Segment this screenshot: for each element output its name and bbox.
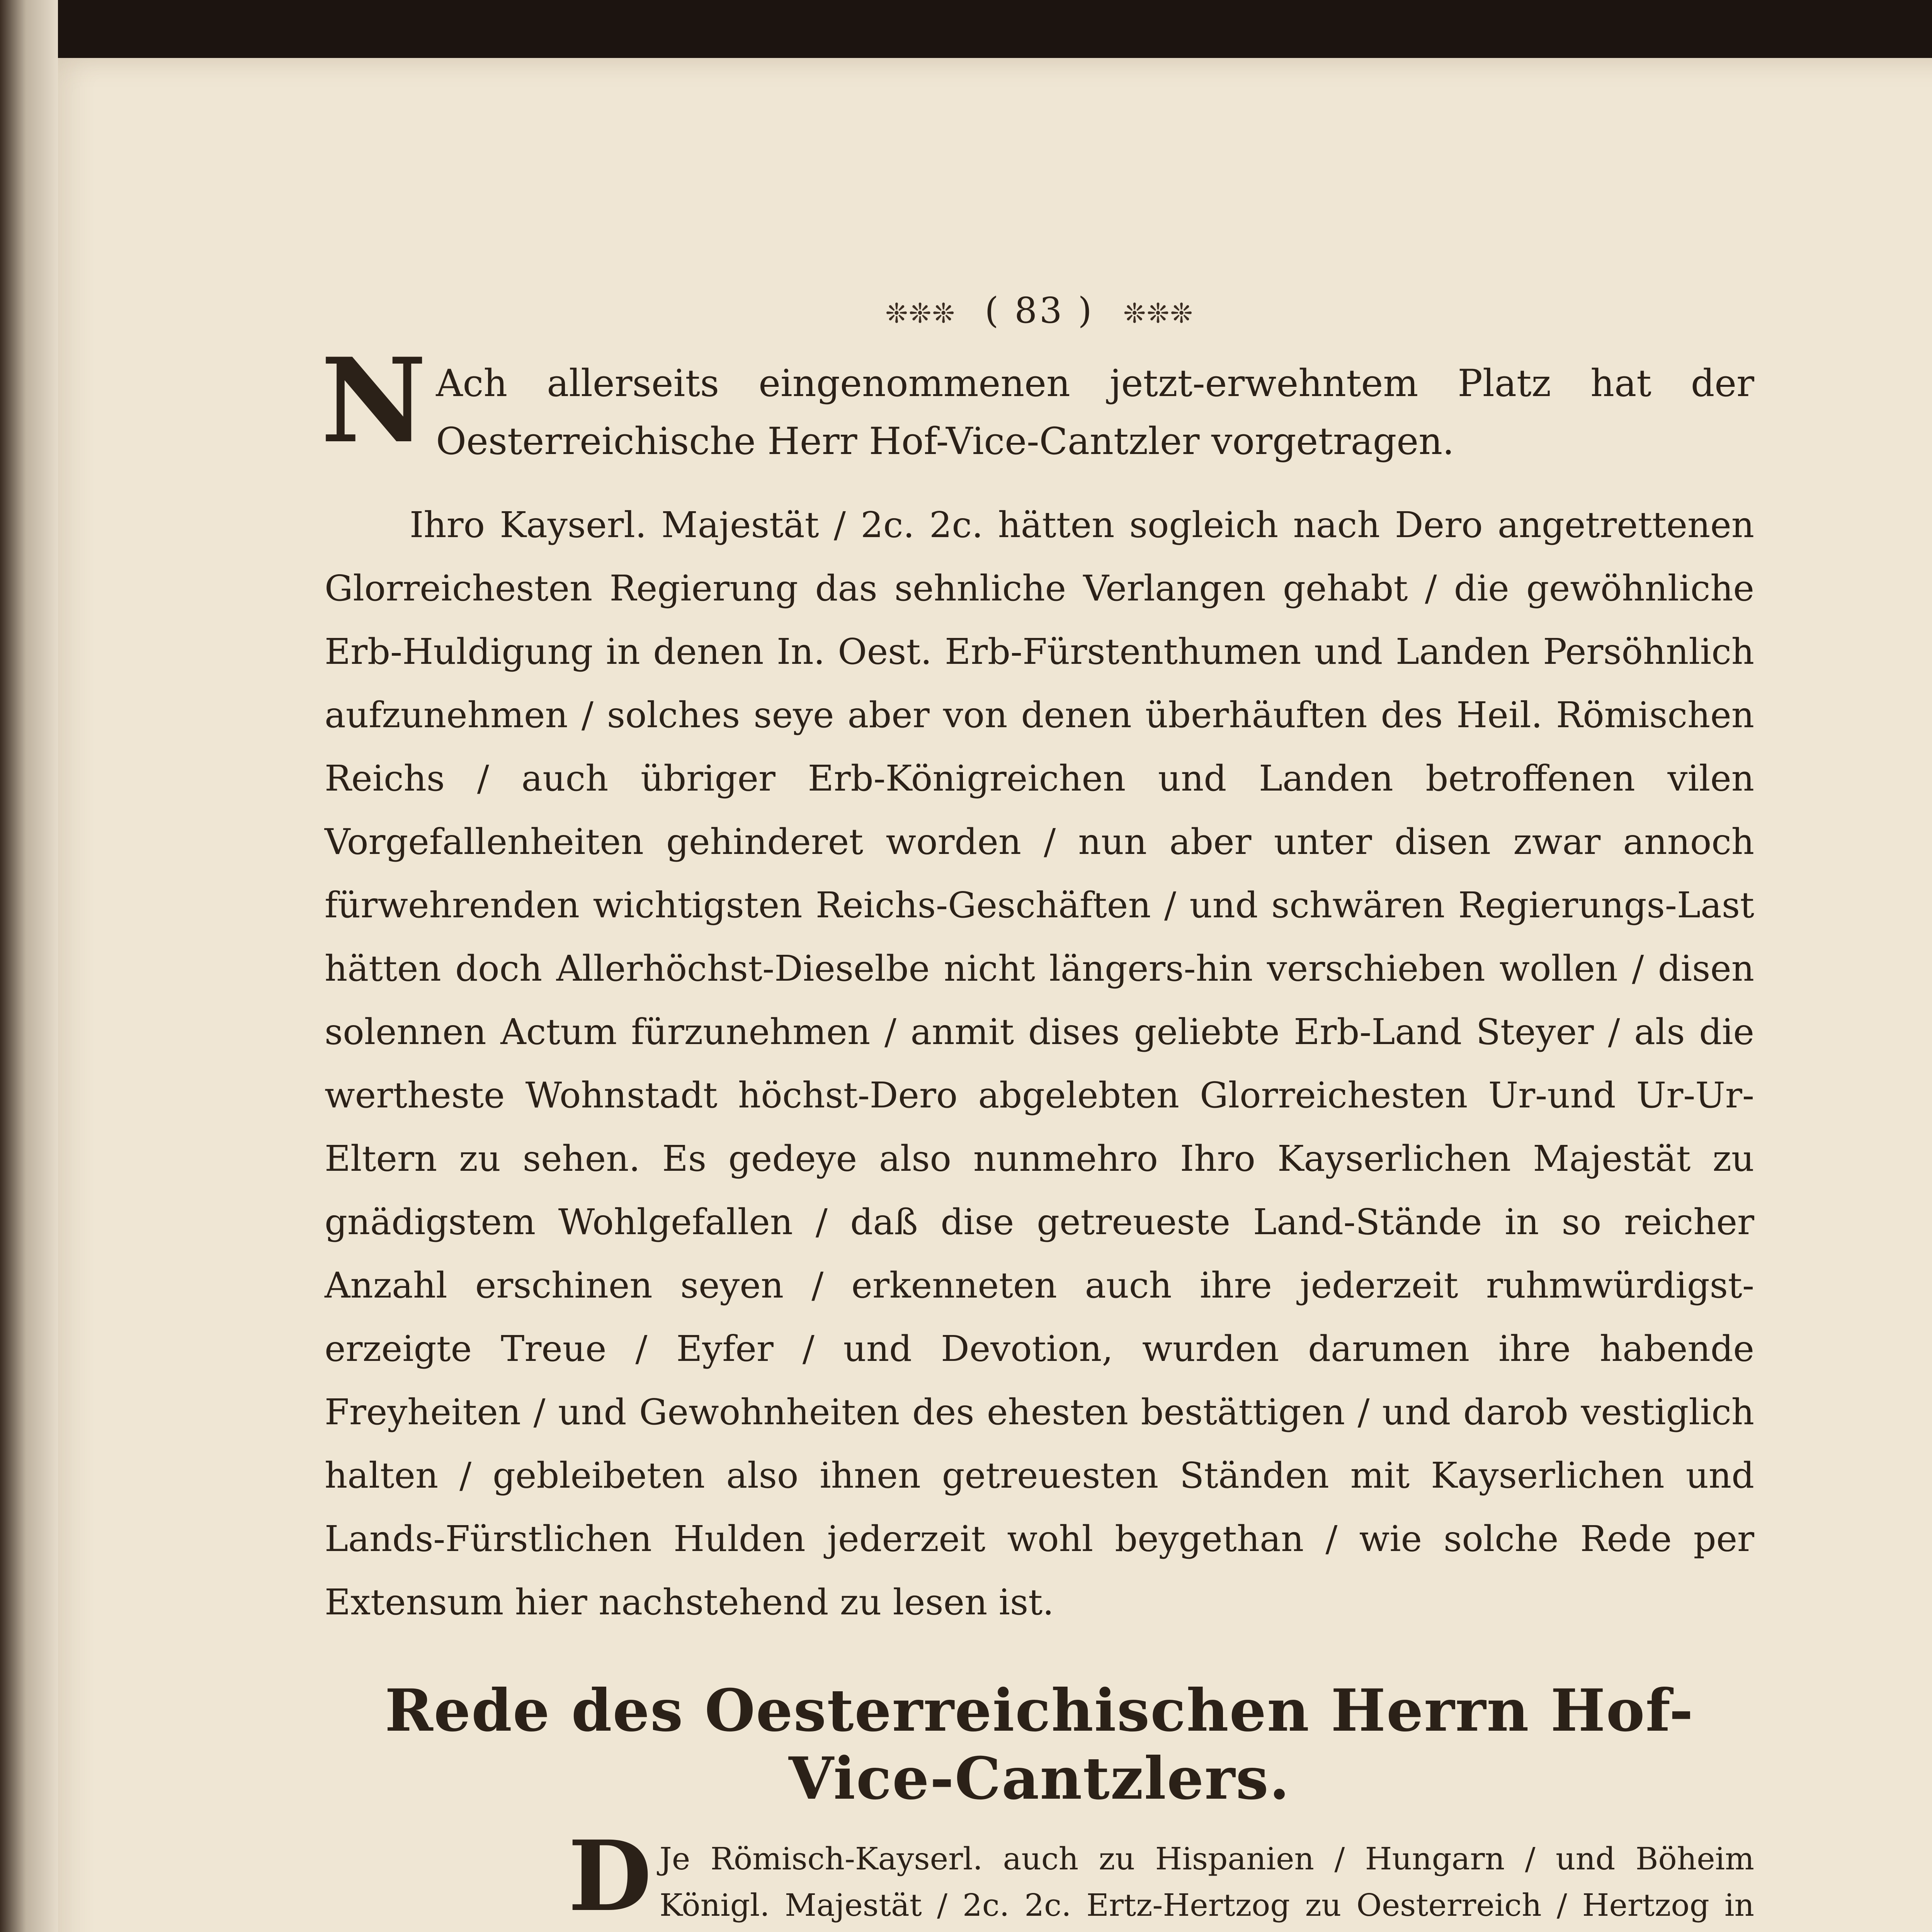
section-heading: Rede des Oesterreichischen Herrn Hof-Vice-Cantzlers. — [385, 1677, 1694, 1813]
decree-block — [568, 1819, 1754, 1932]
facing-page-edge — [0, 0, 58, 1932]
intro-text: Ach allerseits eingenommenen jetzt-erwehntem Platz hat der Oesterreichische Herr Hof-Vice-Cantzler vorgetragen. — [436, 362, 1754, 463]
page-number: ( 83 ) — [985, 290, 1094, 331]
drop-cap: N — [321, 332, 427, 469]
page-header — [325, 290, 1754, 331]
paragraph-speech-summary: Ihro Kayserl. Majestät / 2c. 2c. hätten sogleich nach Dero angetrettenen Glorreichesten Regierung das sehnliche Verlangen gehabt / die gewöhnliche Erb-Huldigung in denen In. Oest. Erb-Fürstenthumen und Landen Persöhnlich aufzunehmen / solches seye aber von denen überhäuften des Heil. Römischen Reichs / auch übriger Erb-Königreichen und Landen betroffenen vilen Vorgefallenheiten gehinderet worden / nun aber unter disen zwar annoch fürwehrenden wichtigsten Reichs-Geschäften / und schwären Regierungs-Last hätten doch Allerhöchst-Dieselbe nicht längers-hin verschieben wollen / disen solennen Actum fürzunehmen / anmit dises geliebte Erb-Land Steyer / als die wertheste Wohnstadt höchst-Dero abgelebten Glorreichesten Ur-und Ur-Ur-Eltern zu sehen. Es gedeye also nunmehro Ihro Kayserlichen Majestät zu gnädigstem Wohlgefallen / daß dise getreueste Land-Stände in so reicher Anzahl erschinen seyen / erkenneten auch ihre jederzeit ruhmwürdigst-erzeigte Treue / Eyfer / und Devotion, wurden darumen ihre habende Freyheiten / und Gewohnheiten des ehesten bestättigen / und darob vestiglich halten / gebleibeten also ihnen getreuesten Ständen mit Kayserlichen und Lands-Fürstlichen Hulden jederzeit wohl beygethan / wie solche Rede per Extensum hier nachstehend zu lesen ist. — [325, 504, 1754, 1623]
ornament-right-icon: ❊❊❊ — [1123, 298, 1194, 330]
ornament-left-icon: ❊❊❊ — [885, 298, 956, 330]
decree-paragraph — [568, 1819, 1754, 1932]
decree-drop-cap: D — [568, 1819, 652, 1932]
intro-paragraph — [321, 332, 1754, 470]
decree-text: Je Römisch-Kayserl. auch zu Hispanien / Hungarn / und Böheim Königl. Majestät / 2c. 2c. Ertz-Hertzog zu Oesterreich / Hertzog in — [659, 1841, 1754, 1923]
page-content — [321, 290, 1754, 1932]
book-page — [58, 58, 1932, 1932]
